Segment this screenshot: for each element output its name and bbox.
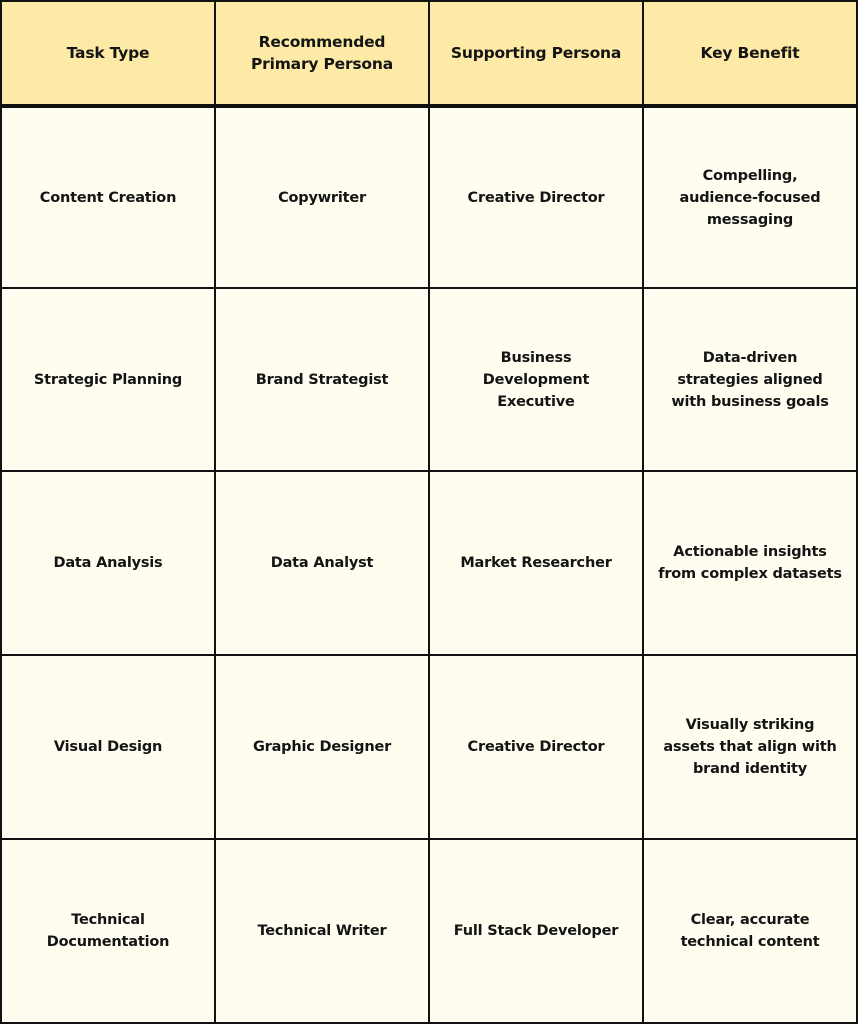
cell-primary-persona bbox=[216, 840, 430, 1022]
cell-text: Content Creation bbox=[39, 189, 177, 206]
cell-supporting-persona bbox=[430, 289, 644, 472]
cell-task-type bbox=[2, 289, 216, 472]
cell-text: Data Analyst bbox=[270, 555, 374, 571]
cell-task-type bbox=[2, 472, 216, 656]
cell-text: Creative Director bbox=[467, 739, 605, 755]
header-label: Supporting Persona bbox=[450, 44, 622, 62]
cell-task-type bbox=[2, 108, 216, 289]
cell-text: Visually striking assets that align with brand identity bbox=[663, 717, 837, 777]
cell-text: Visual Design bbox=[53, 739, 163, 755]
cell-task-type bbox=[2, 840, 216, 1022]
cell-text: Strategic Planning bbox=[33, 371, 183, 388]
header-label: Task Type bbox=[66, 44, 150, 62]
cell-text: Creative Director bbox=[467, 189, 605, 206]
header-task-type bbox=[2, 2, 216, 108]
cell-primary-persona bbox=[216, 656, 430, 840]
cell-text: Business Development Executive bbox=[482, 349, 590, 410]
cell-text: Technical Writer bbox=[257, 923, 387, 939]
cell-text: Market Researcher bbox=[460, 555, 612, 571]
header-key-benefit bbox=[644, 2, 856, 108]
cell-text: Copywriter bbox=[278, 189, 366, 206]
cell-text: Technical Documentation bbox=[46, 912, 170, 950]
cell-text: Data Analysis bbox=[53, 555, 163, 571]
cell-text: Actionable insights from complex datasets bbox=[658, 544, 842, 582]
cell-key-benefit bbox=[644, 840, 856, 1022]
cell-text: Clear, accurate technical content bbox=[680, 912, 820, 950]
header-supporting-persona bbox=[430, 2, 644, 108]
cell-key-benefit bbox=[644, 108, 856, 289]
cell-supporting-persona bbox=[430, 108, 644, 289]
cell-supporting-persona bbox=[430, 656, 644, 840]
cell-primary-persona bbox=[216, 472, 430, 656]
cell-key-benefit bbox=[644, 656, 856, 840]
cell-text: Brand Strategist bbox=[255, 371, 389, 388]
cell-text: Full Stack Developer bbox=[453, 923, 619, 939]
cell-primary-persona bbox=[216, 289, 430, 472]
header-label: Key Benefit bbox=[700, 44, 800, 62]
cell-text: Data-driven strategies aligned with business goals bbox=[671, 349, 829, 410]
cell-primary-persona bbox=[216, 108, 430, 289]
cell-supporting-persona bbox=[430, 472, 644, 656]
cell-task-type bbox=[2, 656, 216, 840]
header-primary-persona bbox=[216, 2, 430, 108]
cell-text: Compelling, audience-focused messaging bbox=[679, 167, 821, 228]
cell-key-benefit bbox=[644, 289, 856, 472]
header-label: Recommended Primary Persona bbox=[251, 33, 393, 73]
cell-key-benefit bbox=[644, 472, 856, 656]
cell-text: Graphic Designer bbox=[252, 739, 392, 755]
cell-supporting-persona bbox=[430, 840, 644, 1022]
